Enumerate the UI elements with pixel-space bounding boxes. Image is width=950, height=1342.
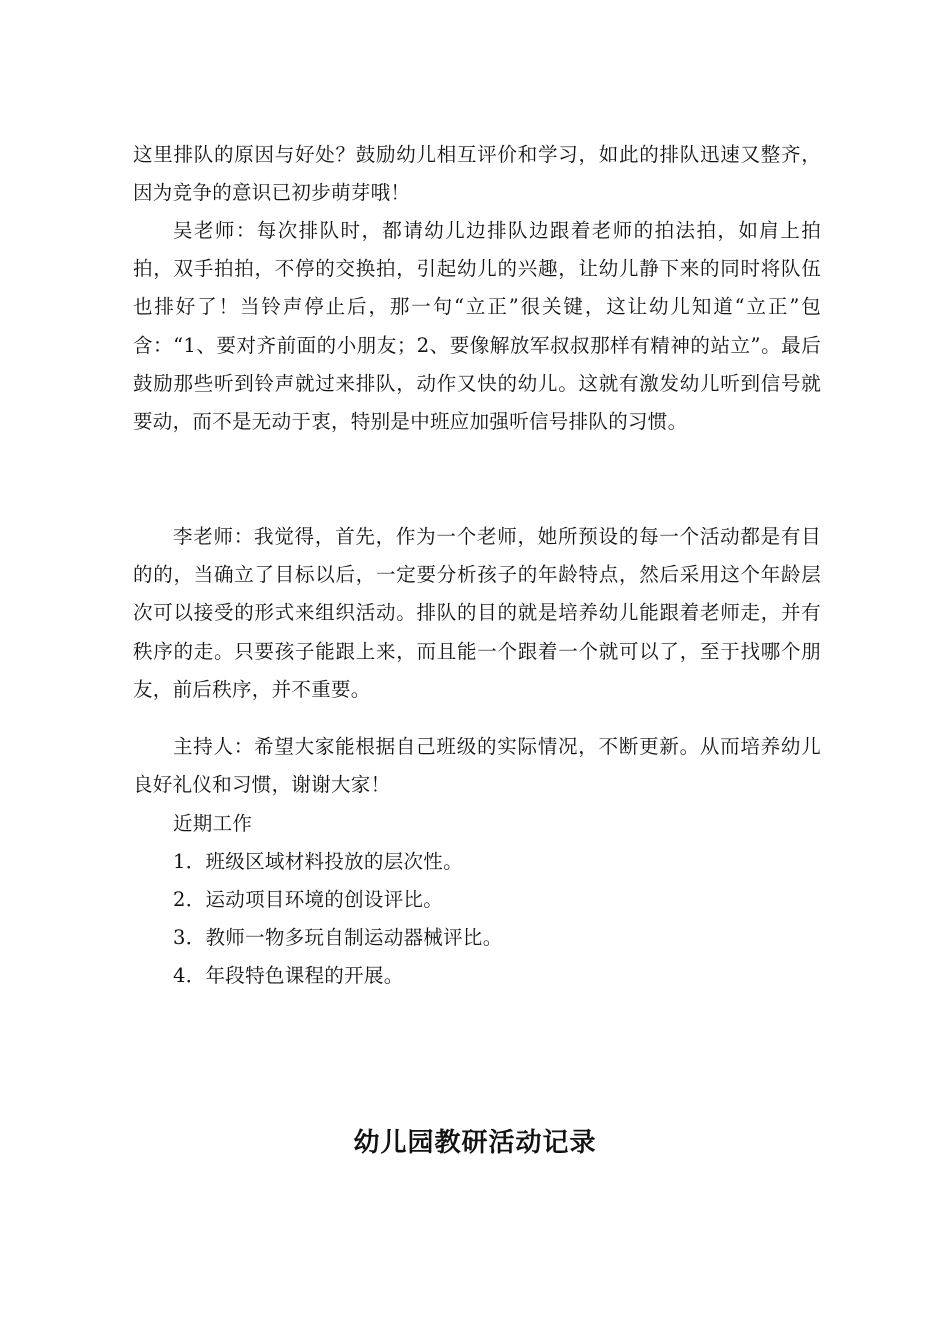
recent-work-item: 3．教师一物多玩自制运动器械评比。: [173, 926, 503, 949]
recent-work-item: 2．运动项目环境的创设评比。: [173, 888, 444, 911]
recent-work-item: 4．年段特色课程的开展。: [173, 964, 404, 987]
paragraph-teacher-li: 李老师：我觉得，首先，作为一个老师，她所预设的每一个活动都是有目的的，当确立了目标以后，一定要分析孩子的年龄特点，然后采用这个年龄层次可以接受的形式来组织活动。排队的目的就是培养幼儿能跟着老师走，并有秩序的走。只要孩子能跟上来，而且能一个跟着一个就可以了，至于找哪个朋友，前后秩序，并不重要。: [133, 525, 821, 701]
paragraph-queue-reasons: 这里排队的原因与好处？鼓励幼儿相互评价和学习，如此的排队迅速又整齐，因为竞争的意识已初步萌芽哦！: [133, 143, 821, 205]
paragraph-host-closing: 主持人：希望大家能根据自己班级的实际情况，不断更新。从而培养幼儿良好礼仪和习惯，谢谢大家！: [133, 735, 821, 797]
recent-work-item: 1．班级区域材料投放的层次性。: [173, 850, 463, 873]
paragraph-teacher-wu: 吴老师：每次排队时，都请幼儿边排队边跟着老师的拍法拍，如肩上拍拍，双手拍拍，不停的交换拍，引起幼儿的兴趣，让幼儿静下来的同时将队伍也排好了！当铃声停止后，那一句“立正”很关键，这让幼儿知道“立正”包含：“1、要对齐前面的小朋友；2、要像解放军叔叔那样有精神的站立”。最后鼓励那些听到铃声就过来排队，动作又快的幼儿。这就有激发幼儿听到信号就要动，而不是无动于衷，特别是中班应加强听信号排队的习惯。: [133, 219, 821, 434]
section-title: 幼儿园教研活动记录: [353, 1128, 597, 1158]
recent-work-heading: 近期工作: [173, 812, 253, 835]
